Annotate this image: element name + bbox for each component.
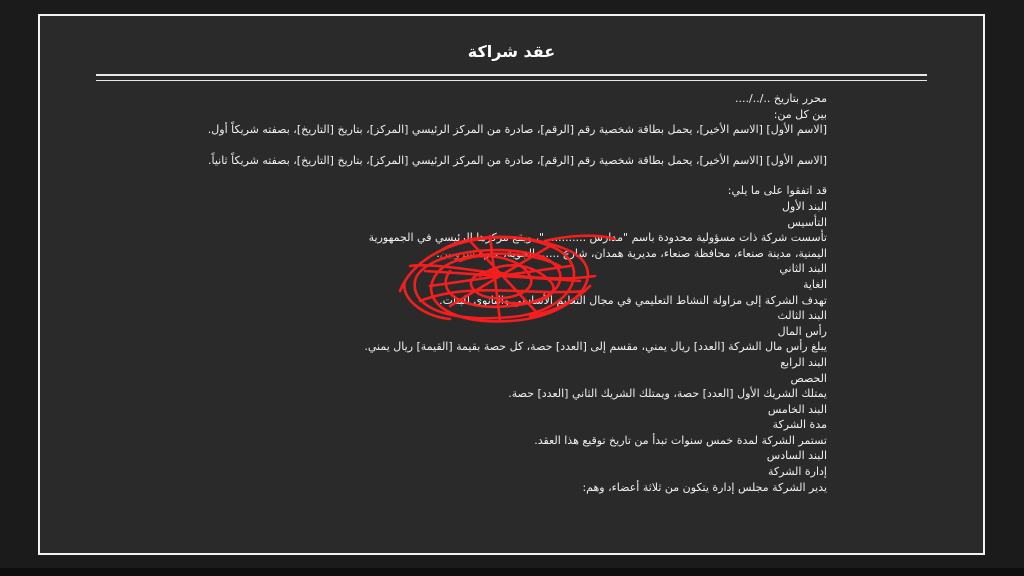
- partner-two-paragraph: [الاسم الأول] [الاسم الأخير]، يحمل بطاقة شخصية رقم [الرقم]، صادرة من المركز الرئيسي [المركز]، بتاريخ [التاريخ]، بصفته شريكاً ثانياً.: [207, 153, 827, 167]
- clause-1-text-line1: تأسست شركة ذات مسؤولية محدودة باسم "مدارس ............"، ويقع مركزها الرئيسي في الجمهورية: [368, 231, 827, 245]
- clause-4-title: الحصص: [790, 371, 827, 385]
- partner-one-paragraph: [الاسم الأول] [الاسم الأخير]، يحمل بطاقة شخصية رقم [الرقم]، صادرة من المركز الرئيسي [المركز]، بتاريخ [التاريخ]، بصفته شريكاً أول.: [207, 123, 827, 137]
- clause-1-number: البند الأول: [782, 199, 827, 213]
- clause-5-number: البند الخامس: [767, 402, 827, 416]
- clause-4-text: يمتلك الشريك الأول [العدد] حصة، ويمتلك الشريك الثاني [العدد] حصة.: [508, 387, 827, 401]
- clause-6-text: يدير الشركة مجلس إدارة يتكون من ثلاثة أعضاء، وهم:: [582, 480, 827, 494]
- clause-4-number: البند الرابع: [780, 355, 827, 369]
- clause-5-text: تستمر الشركة لمدة خمس سنوات تبدأ من تاريخ توقيع هذا العقد.: [534, 433, 827, 447]
- clause-6-number: البند السادس: [766, 449, 827, 463]
- clause-3-title: رأس المال: [777, 324, 827, 338]
- date-line: محرر بتاريخ ../../....: [735, 92, 827, 105]
- bottom-bar: [0, 568, 1024, 576]
- underlined-word: سروبين: [439, 246, 476, 260]
- title-rule-thick: [96, 74, 927, 76]
- clause-3-text: يبلغ رأس مال الشركة [العدد] ريال يمني، مقسم إلى [العدد] حصة، كل حصة بقيمة [القيمة] ريال يمني.: [364, 340, 827, 354]
- clause-3-number: البند الثالث: [777, 309, 827, 323]
- spacer: [120, 138, 827, 153]
- clause-2-number: البند الثاني: [779, 262, 827, 276]
- clause-1-text-line2: [120, 246, 827, 262]
- between-line: بين كل من:: [773, 107, 827, 121]
- clause-6-title: إدارة الشركة: [767, 465, 827, 479]
- contract-document: [38, 14, 985, 555]
- clause-2-text: تهدف الشركة إلى مزاولة النشاط التعليمي في مجال التعليم الأساسي والثانوي للبنات.: [439, 293, 827, 307]
- title-rule-thin: [96, 80, 927, 81]
- clause-1-text-end: .: [436, 246, 440, 260]
- clause-1-text-part: اليمنية، مدينة صنعاء، محافظة صنعاء، مديرية همدان، شارع ...... الجوية، حارة: [475, 246, 827, 260]
- clause-5-title: مدة الشركة: [772, 418, 827, 432]
- agreement-intro: قد اتفقوا على ما يلي:: [727, 184, 827, 198]
- spacer: [120, 168, 827, 183]
- clause-2-title: الغاية: [802, 277, 827, 291]
- contract-body: [120, 91, 827, 495]
- document-title: عقد شراكة: [467, 42, 556, 61]
- clause-1-title: التأسيس: [787, 215, 827, 229]
